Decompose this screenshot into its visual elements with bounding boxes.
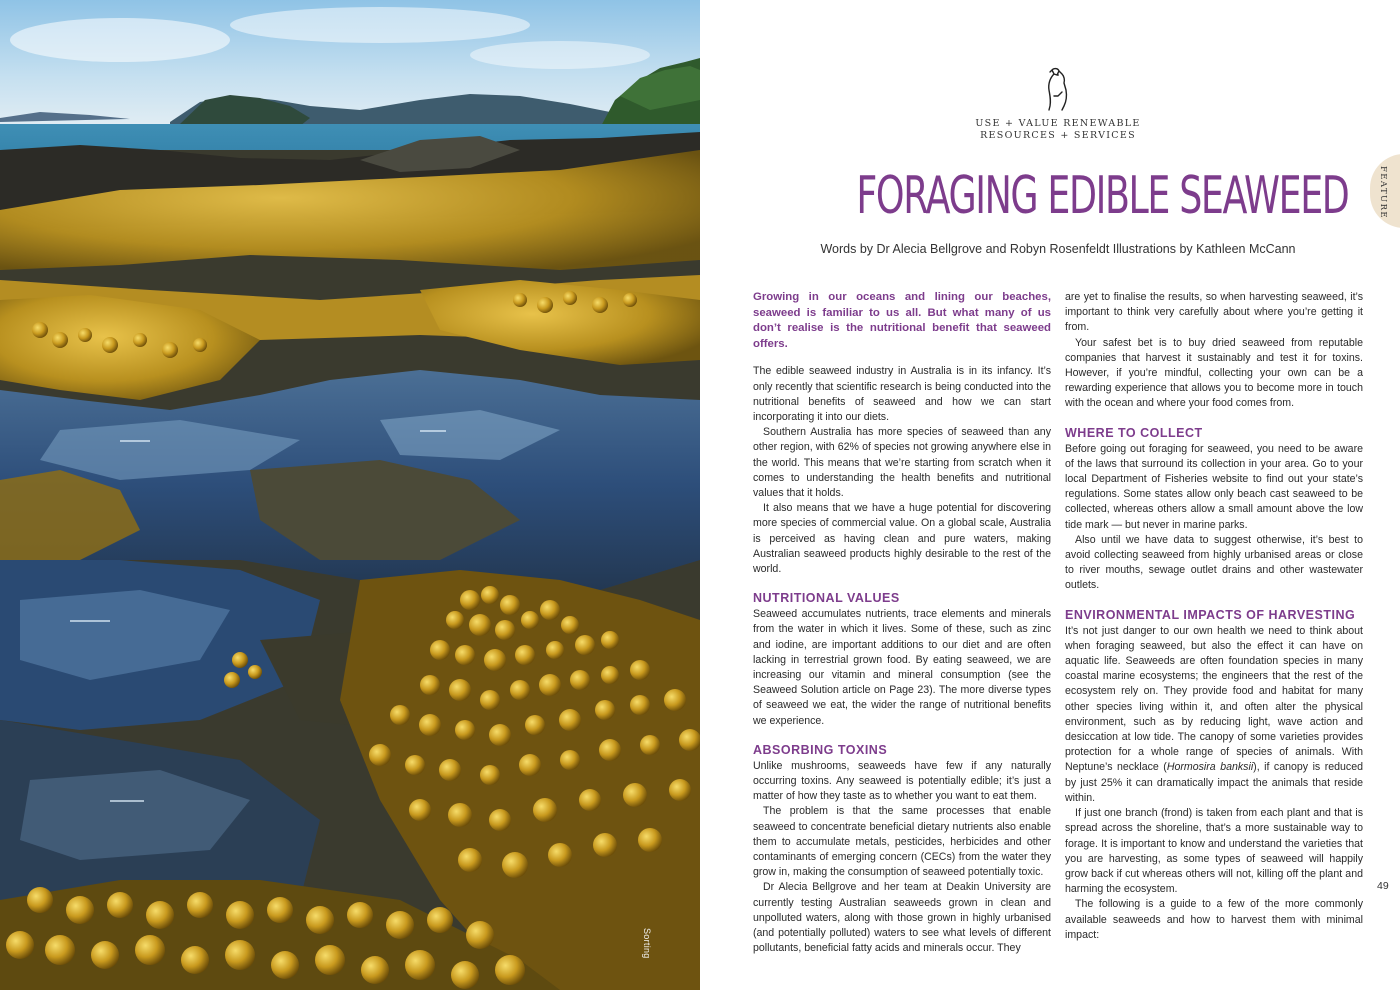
article-page [700, 0, 1400, 990]
body-paragraph [1065, 624, 1363, 806]
body-paragraph: Before going out foraging for seaweed, you need to be aware of the laws that surround its collection in your area. Go to your local Department of Fisheries website to find out your state’s regulations. Some states allow only beach cast seaweed to be collected, whereas others allow a small amount above the low tide mark — but never in marine parks. [1065, 442, 1363, 531]
body-paragraph: The edible seaweed industry in Australia is in its infancy. It’s only recently that scientific research is being conducted into the nutritional benefits of seaweed and how we can start incorporating it into our diets. [753, 365, 1051, 423]
body-paragraph: The following is a guide to a few of the more commonly available seaweeds and how to harvest them with minimal impact: [1065, 898, 1363, 941]
feature-tab-label: FEATURE [1378, 166, 1388, 220]
heading-nutritional-values: NUTRITIONAL VALUES [753, 591, 900, 606]
body-paragraph: Southern Australia has more species of seaweed than any other region, with 62% of species not growing anywhere else in the world. This means that we’re starting from scratch when it comes to understanding the health benefits and nutritional values that it holds. [753, 426, 1051, 499]
kicker-line-2: RESOURCES + SERVICES [980, 130, 1136, 141]
lead-paragraph: Growing in our oceans and lining our beaches, seaweed is familiar to us all. But what many of us don’t realise is the nutritional benefit that seaweed offers. [753, 291, 1051, 350]
page-number: 49 [1377, 880, 1389, 892]
article-column-left [753, 290, 1051, 956]
heading-where-to-collect: WHERE TO COLLECT [1065, 425, 1203, 440]
body-paragraph: Unlike mushrooms, seaweeds have few if any naturally occurring toxins. Any seaweed is potentially edible; it’s just a matter of how they taste as to whether you want to eat them. [753, 759, 1051, 803]
article-title: FORAGING EDIBLE SEAWEED [856, 166, 1349, 226]
horse-icon [1040, 66, 1072, 112]
body-paragraph: The problem is that the same processes that enable seaweed to concentrate beneficial dietary nutrients also enable them to accumulate metals, pesticides, herbicides and other contaminants of emerging concern (CECs) from the water they grow in, making the consumption of seaweed potentially toxic. [753, 805, 1051, 879]
species-name: Hormosira banksii [1166, 761, 1254, 774]
body-paragraph: Also until we have data to suggest otherwise, it’s best to avoid collecting seaweed from highly urbanised areas or close to river mouths, sewage outlet drains and other wastewater outlets. [1065, 533, 1363, 592]
section-kicker [900, 118, 1216, 142]
byline: Words by Dr Alecia Bellgrove and Robyn Rosenfeldt Illustrations by Kathleen McCann [820, 242, 1296, 256]
kicker-line-1: USE + VALUE RENEWABLE [975, 118, 1141, 129]
body-paragraph: It also means that we have a huge potential for discovering more species of commercial value. On a global scale, Australia is perceived as having clean and pure waters, making Australian seaweed products highly desirable to the rest of the world. [753, 502, 1051, 576]
body-text: It’s not just danger to our own health we need to think about when foraging seaweed, but also the effect it can have on aquatic life. Seaweeds are often foundation species in many coastal marine ecosystems; the engineers that the rest of the ecosystem rely on. They provide food and habitat for many other species living within it, and often alter the physical environment, such as by reducing light, wave action and desiccation at low tide. The canopy of some varieties provides protection for a whole range of species of animals. With Neptune’s necklace ( [1065, 624, 1363, 774]
heading-environmental-impacts: ENVIRONMENTAL IMPACTS OF HARVESTING [1065, 607, 1356, 622]
article-column-right [1065, 290, 1363, 943]
body-paragraph: Seaweed accumulates nutrients, trace elements and minerals from the water in which it lives. Some of these, such as zinc and iodine, are important additions to our diet and are often lacking in terrestrial grown food. By eating seaweed, we are increasing our vitamin and mineral consumption (see the Seaweed Solution article on Page 23). The more diverse types of seaweed we eat, the wider the range of nutritional benefits we experience. [753, 608, 1051, 727]
body-paragraph: If just one branch (frond) is taken from each plant and that is spread across the shoreline, that’s a more sustainable way to forage. It is important to know and understand the varieties that you are harvesting, as some types of seaweed will happily grow back if cut whereas others will not, killing off the plant and harming the ecosystem. [1065, 807, 1363, 896]
body-paragraph: Dr Alecia Bellgrove and her team at Deakin University are currently testing Australian seaweeds grown in clean and unpolluted waters, along with those grown in highly urbanised (and potentially polluted) waters to see what levels of different pollutants, beneficial fatty acids and minerals occur. They [753, 881, 1051, 955]
body-paragraph: are yet to finalise the results, so when harvesting seaweed, it’s important to think very carefully about where you’re getting it from. [1065, 291, 1363, 334]
photo-credit: Sorting [642, 928, 652, 959]
heading-absorbing-toxins: ABSORBING TOXINS [753, 742, 888, 757]
feature-tab [1370, 154, 1400, 228]
body-paragraph: Your safest bet is to buy dried seaweed from reputable companies that harvest it sustainably and test it for toxins. However, if you’re mindful, collecting your own can be a rewarding experience that allows you to become more in touch with the ocean and where your food comes from. [1065, 336, 1363, 410]
body-text: ), if canopy is reduced by just 25% it can dramatically impact the animals that reside within. [1065, 761, 1363, 804]
